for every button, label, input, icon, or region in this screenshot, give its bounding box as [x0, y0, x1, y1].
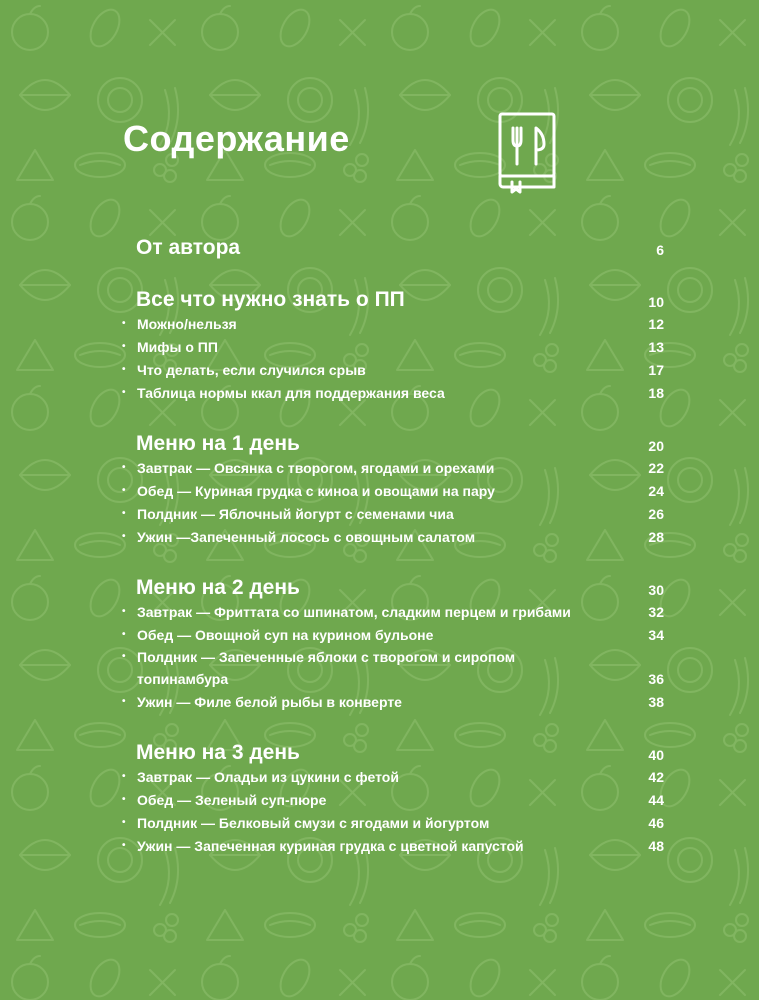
toc-entry[interactable] — [120, 600, 664, 623]
bullet-icon: • — [122, 696, 126, 707]
entry-page-number: 46 — [648, 815, 664, 831]
bullet-icon: • — [122, 629, 126, 640]
toc-entry[interactable] — [120, 690, 664, 713]
entry-page-number: 24 — [648, 483, 664, 499]
bullet-icon: • — [122, 606, 126, 617]
bullet-icon: • — [122, 651, 126, 662]
toc-section-heading[interactable] — [120, 226, 664, 260]
bullet-icon: • — [122, 318, 126, 329]
entry-page-number: 48 — [648, 838, 664, 854]
entry-page-number: 26 — [648, 506, 664, 522]
toc-entry[interactable] — [120, 312, 664, 335]
toc-entry[interactable] — [120, 502, 664, 525]
toc-entry[interactable] — [120, 765, 664, 788]
section-page-number: 30 — [648, 582, 664, 598]
section-page-number: 40 — [648, 747, 664, 763]
entry-page-number: 38 — [648, 694, 664, 710]
entry-title: Завтрак — Оладьи из цукини с фетой — [137, 769, 399, 785]
entry-title: Таблица нормы ккал для поддержания веса — [137, 385, 445, 401]
entry-title: Завтрак — Овсянка с творогом, ягодами и орехами — [137, 460, 495, 476]
section-title: Меню на 3 день — [136, 741, 300, 764]
bullet-icon: • — [122, 364, 126, 375]
section-title: Меню на 2 день — [136, 576, 300, 599]
entry-page-number: 34 — [648, 627, 664, 643]
entry-page-number: 17 — [648, 362, 664, 378]
entry-title: Полдник — Белковый смузи с ягодами и йогуртом — [137, 815, 490, 831]
entry-title: Что делать, если случился срыв — [137, 362, 366, 378]
entry-page-number: 42 — [648, 769, 664, 785]
toc-section — [120, 226, 664, 260]
toc-entry[interactable] — [120, 381, 664, 404]
section-title: От автора — [136, 236, 241, 259]
section-title: Меню на 1 день — [136, 432, 300, 455]
entry-title: Обед — Зеленый суп-пюре — [137, 792, 327, 808]
toc-entry[interactable] — [120, 623, 664, 646]
bullet-icon: • — [122, 508, 126, 519]
entry-title: Полдник — Запеченные яблоки с творогом и сиропом топинамбура — [137, 649, 516, 687]
entry-title: Мифы о ПП — [137, 339, 218, 355]
toc-entry[interactable] — [120, 834, 664, 857]
toc-section — [120, 422, 664, 548]
entry-title: Обед — Куриная грудка с киноа и овощами на пару — [137, 483, 495, 499]
toc-section — [120, 731, 664, 857]
toc-entry[interactable] — [120, 358, 664, 381]
toc-section-heading[interactable] — [120, 731, 664, 765]
toc-entry[interactable] — [120, 335, 664, 358]
entry-page-number: 12 — [648, 316, 664, 332]
bullet-icon: • — [122, 462, 126, 473]
entry-title: Ужин — Запеченная куриная грудка с цветной капустой — [137, 838, 524, 854]
toc-section-heading[interactable] — [120, 422, 664, 456]
bullet-icon: • — [122, 840, 126, 851]
section-page-number: 20 — [648, 438, 664, 454]
entry-page-number: 32 — [648, 604, 664, 620]
entry-title: Ужин — Филе белой рыбы в конверте — [137, 694, 402, 710]
bullet-icon: • — [122, 531, 126, 542]
entry-page-number: 22 — [648, 460, 664, 476]
bullet-icon: • — [122, 341, 126, 352]
entry-title: Можно/нельзя — [137, 316, 237, 332]
toc-entry[interactable] — [120, 479, 664, 502]
toc-entry[interactable] — [120, 456, 664, 479]
entry-page-number: 36 — [648, 671, 664, 687]
entry-title: Завтрак — Фриттата со шпинатом, сладким перцем и грибами — [137, 604, 571, 620]
page-title: Содержание — [123, 118, 350, 159]
toc-section — [120, 278, 664, 404]
section-page-number: 10 — [648, 294, 664, 310]
entry-page-number: 18 — [648, 385, 664, 401]
bullet-icon: • — [122, 387, 126, 398]
toc-section — [120, 566, 664, 713]
bullet-icon: • — [122, 771, 126, 782]
bullet-icon: • — [122, 485, 126, 496]
entry-title: Ужин —Запеченный лосось с овощным салатом — [137, 529, 476, 545]
entry-page-number: 44 — [648, 792, 664, 808]
entry-page-number: 13 — [648, 339, 664, 355]
recipe-book-icon — [496, 110, 560, 194]
toc-section-heading[interactable] — [120, 566, 664, 600]
bullet-icon: • — [122, 794, 126, 805]
section-page-number: 6 — [656, 242, 664, 258]
bullet-icon: • — [122, 817, 126, 828]
toc-entry[interactable] — [120, 525, 664, 548]
toc-section-heading[interactable] — [120, 278, 664, 312]
table-of-contents — [120, 226, 664, 875]
entry-title: Обед — Овощной суп на курином бульоне — [137, 627, 434, 643]
section-title: Все что нужно знать о ПП — [136, 288, 405, 311]
toc-entry[interactable] — [120, 788, 664, 811]
entry-page-number: 28 — [648, 529, 664, 545]
entry-title: Полдник — Яблочный йогурт с семенами чиа — [137, 506, 454, 522]
toc-entry[interactable] — [120, 646, 664, 690]
toc-entry[interactable] — [120, 811, 664, 834]
